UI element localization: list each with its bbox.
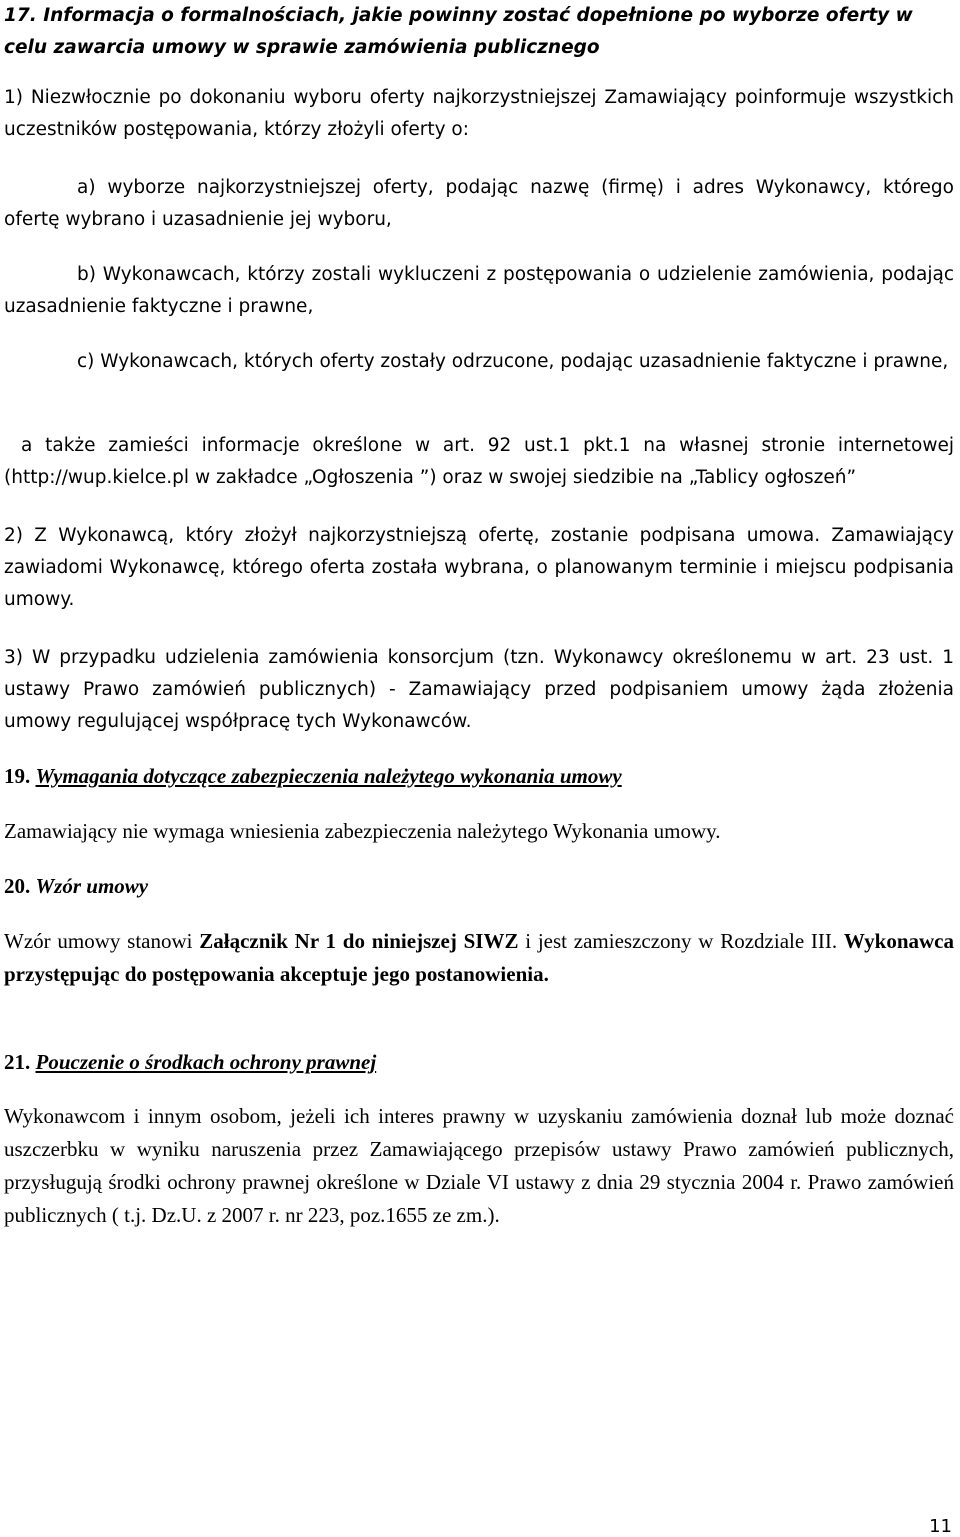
- section-17-paragraph-3: 3) W przypadku udzielenia zamówienia konsorcjum (tzn. Wykonawcy określonemu w art. 23 ust. 1 ustawy Prawo zamówień publicznych) - Zamawiający przed podpisaniem umowy żąda złożenia umowy regulującej współpracę tych Wykonawców.: [4, 647, 954, 732]
- section-19-title: Wymagania dotyczące zabezpieczenia należytego wykonania umowy: [35, 764, 622, 788]
- section-19-body: Zamawiający nie wymaga wniesienia zabezpieczenia należytego Wykonania umowy.: [4, 819, 721, 843]
- section-20-number: 20.: [4, 874, 31, 898]
- section-17-item-c: c) Wykonawcach, których oferty zostały odrzucone, podając uzasadnienie faktyczne i prawne,: [77, 351, 949, 372]
- section-20-title: Wzór umowy: [35, 874, 149, 898]
- page-number: 11: [929, 1516, 952, 1537]
- section-21-body: Wykonawcom i innym osobom, jeżeli ich interes prawny w uzyskaniu zamówienia doznał lub może doznać uszczerbku w wyniku naruszenia przez Zamawiającego przepisów ustawy Prawo zamówień publicznych, przysługują środki ochrony prawnej określone w Dziale VI ustawy z dnia 29 stycznia 2004 r. Prawo zamówień publicznych ( t.j. Dz.U. z 2007 r. nr 223, poz.1655 ze zm.).: [4, 1104, 954, 1227]
- section-20-attachment-ref: Załącznik Nr 1 do niniejszej SIWZ: [199, 929, 519, 953]
- section-17-item-a: a) wyborze najkorzystniejszej oferty, podając nazwę (firmę) i adres Wykonawcy, którego ofertę wybrano i uzasadnienie jej wyboru,: [4, 177, 954, 230]
- section-21-heading: [4, 1046, 954, 1079]
- section-17-item-b: b) Wykonawcach, którzy zostali wykluczeni z postępowania o udzielenie zamówienia, podając uzasadnienie faktyczne i prawne,: [4, 264, 954, 317]
- section-20-body: [4, 925, 954, 991]
- section-17-also-paragraph: a także zamieści informacje określone w art. 92 ust.1 pkt.1 na własnej stronie internetowej (http://wup.kielce.pl w zakładce „Ogłoszenia ”) oraz w swojej siedzibie na „Tablicy ogłoszeń”: [4, 435, 954, 488]
- section-21-number: 21.: [4, 1050, 31, 1074]
- section-20-acceptance: Wykonawca przystępując do postępowania akceptuje jego postanowienia.: [4, 929, 954, 986]
- section-20-heading: [4, 870, 954, 903]
- section-17-title: 17. Informacja o formalnościach, jakie powinny zostać dopełnione po wyborze oferty w celu zawarcia umowy w sprawie zamówienia publicznego: [4, 5, 913, 58]
- section-19-heading: [4, 760, 954, 793]
- section-20-text-2: i jest zamieszczony w Rozdziale III.: [518, 929, 844, 953]
- section-17-paragraph-1: 1) Niezwłocznie po dokonaniu wyboru oferty najkorzystniejszej Zamawiający poinformuje wszystkich uczestników postępowania, którzy złożyli oferty o:: [4, 87, 954, 140]
- section-20-text-1: Wzór umowy stanowi: [4, 929, 200, 953]
- section-17-paragraph-2: 2) Z Wykonawcą, który złożył najkorzystniejszą ofertę, zostanie podpisana umowa. Zamawiający zawiadomi Wykonawcę, którego oferta została wybrana, o planowanym terminie i miejscu podpisania umowy.: [4, 525, 954, 610]
- section-21-title: Pouczenie o środkach ochrony prawnej: [35, 1050, 377, 1074]
- section-19-number: 19.: [4, 764, 31, 788]
